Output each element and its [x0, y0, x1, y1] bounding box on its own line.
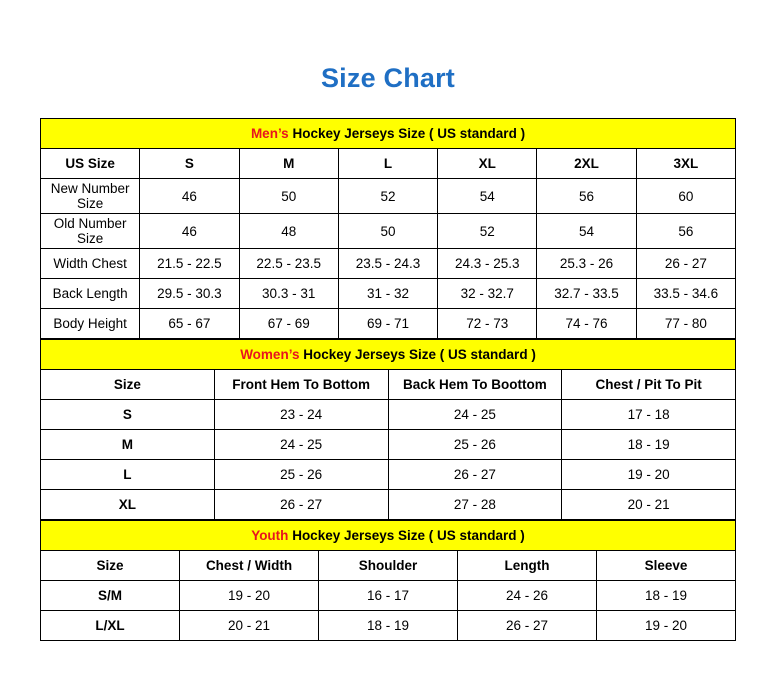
mens-band-accent: Men’s [250, 126, 289, 141]
table-cell: 25.3 - 26 [537, 249, 636, 279]
table-row [41, 179, 736, 214]
table-cell: 19 - 20 [562, 460, 736, 490]
mens-band-rest: Hockey Jerseys Size ( US standard ) [288, 126, 526, 141]
table-cell: 18 - 19 [597, 581, 736, 611]
womens-band-rest: Hockey Jerseys Size ( US standard ) [299, 347, 536, 362]
column-header: Shoulder [319, 551, 458, 581]
table-cell: 27 - 28 [388, 490, 562, 520]
table-cell: 31 - 32 [338, 279, 437, 309]
table-cell: 56 [636, 214, 735, 249]
table-cell: 65 - 67 [140, 309, 239, 339]
youth-band-label [41, 521, 736, 551]
table-cell: 46 [140, 214, 239, 249]
table-header-row [41, 370, 736, 400]
table-cell: 18 - 19 [319, 611, 458, 641]
column-header: Back Hem To Boottom [388, 370, 562, 400]
womens-band-label [41, 340, 736, 370]
column-header: S [140, 149, 239, 179]
table-cell: 54 [537, 214, 636, 249]
row-label: Old Number Size [41, 214, 140, 249]
row-label: Width Chest [41, 249, 140, 279]
row-label: Body Height [41, 309, 140, 339]
column-header: M [239, 149, 338, 179]
row-label: L/XL [41, 611, 180, 641]
table-row [41, 214, 736, 249]
table-cell: 25 - 26 [214, 460, 388, 490]
table-cell: 19 - 20 [180, 581, 319, 611]
table-cell: 33.5 - 34.6 [636, 279, 735, 309]
table-row [41, 581, 736, 611]
table-cell: 67 - 69 [239, 309, 338, 339]
row-label: New Number Size [41, 179, 140, 214]
table-cell: 56 [537, 179, 636, 214]
table-cell: 32 - 32.7 [438, 279, 537, 309]
table-band-row [41, 340, 736, 370]
table-cell: 26 - 27 [458, 611, 597, 641]
youth-size-table [40, 520, 736, 641]
table-cell: 72 - 73 [438, 309, 537, 339]
column-header: Size [41, 551, 180, 581]
column-header: 3XL [636, 149, 735, 179]
youth-band-accent: Youth [251, 528, 289, 543]
table-cell: 30.3 - 31 [239, 279, 338, 309]
table-cell: 46 [140, 179, 239, 214]
table-cell: 23 - 24 [214, 400, 388, 430]
table-header-row [41, 149, 736, 179]
page-title: Size Chart [320, 63, 456, 93]
table-header-row [41, 551, 736, 581]
row-label: Back Length [41, 279, 140, 309]
table-row [41, 611, 736, 641]
row-label: M [41, 430, 215, 460]
column-header: XL [438, 149, 537, 179]
table-row [41, 309, 736, 339]
table-cell: 26 - 27 [214, 490, 388, 520]
table-cell: 25 - 26 [388, 430, 562, 460]
table-band-row [41, 119, 736, 149]
table-row [41, 460, 736, 490]
table-cell: 24.3 - 25.3 [438, 249, 537, 279]
table-cell: 24 - 25 [214, 430, 388, 460]
column-header: Size [41, 370, 215, 400]
column-header: L [338, 149, 437, 179]
column-header: 2XL [537, 149, 636, 179]
row-label: S [41, 400, 215, 430]
size-chart-tables [40, 118, 736, 641]
table-cell: 50 [338, 214, 437, 249]
table-cell: 18 - 19 [562, 430, 736, 460]
table-row [41, 279, 736, 309]
table-cell: 50 [239, 179, 338, 214]
table-cell: 26 - 27 [636, 249, 735, 279]
column-header: Sleeve [597, 551, 736, 581]
table-cell: 77 - 80 [636, 309, 735, 339]
womens-size-table [40, 339, 736, 520]
table-row [41, 400, 736, 430]
table-cell: 52 [438, 214, 537, 249]
mens-size-table [40, 118, 736, 339]
mens-band-label [41, 119, 736, 149]
table-cell: 52 [338, 179, 437, 214]
table-cell: 16 - 17 [319, 581, 458, 611]
table-cell: 48 [239, 214, 338, 249]
column-header: US Size [41, 149, 140, 179]
table-cell: 24 - 26 [458, 581, 597, 611]
table-cell: 32.7 - 33.5 [537, 279, 636, 309]
table-cell: 60 [636, 179, 735, 214]
table-cell: 24 - 25 [388, 400, 562, 430]
youth-band-rest: Hockey Jerseys Size ( US standard ) [288, 528, 525, 543]
table-cell: 20 - 21 [180, 611, 319, 641]
womens-band-accent: Women’s [240, 347, 300, 362]
column-header: Front Hem To Bottom [214, 370, 388, 400]
table-cell: 21.5 - 22.5 [140, 249, 239, 279]
row-label: L [41, 460, 215, 490]
table-cell: 29.5 - 30.3 [140, 279, 239, 309]
table-cell: 54 [438, 179, 537, 214]
table-cell: 19 - 20 [597, 611, 736, 641]
table-cell: 69 - 71 [338, 309, 437, 339]
table-cell: 20 - 21 [562, 490, 736, 520]
table-row [41, 430, 736, 460]
table-cell: 26 - 27 [388, 460, 562, 490]
table-row [41, 249, 736, 279]
row-label: XL [41, 490, 215, 520]
table-cell: 23.5 - 24.3 [338, 249, 437, 279]
row-label: S/M [41, 581, 180, 611]
table-cell: 22.5 - 23.5 [239, 249, 338, 279]
table-cell: 74 - 76 [537, 309, 636, 339]
table-row [41, 490, 736, 520]
table-band-row [41, 521, 736, 551]
table-cell: 17 - 18 [562, 400, 736, 430]
column-header: Chest / Pit To Pit [562, 370, 736, 400]
column-header: Length [458, 551, 597, 581]
column-header: Chest / Width [180, 551, 319, 581]
